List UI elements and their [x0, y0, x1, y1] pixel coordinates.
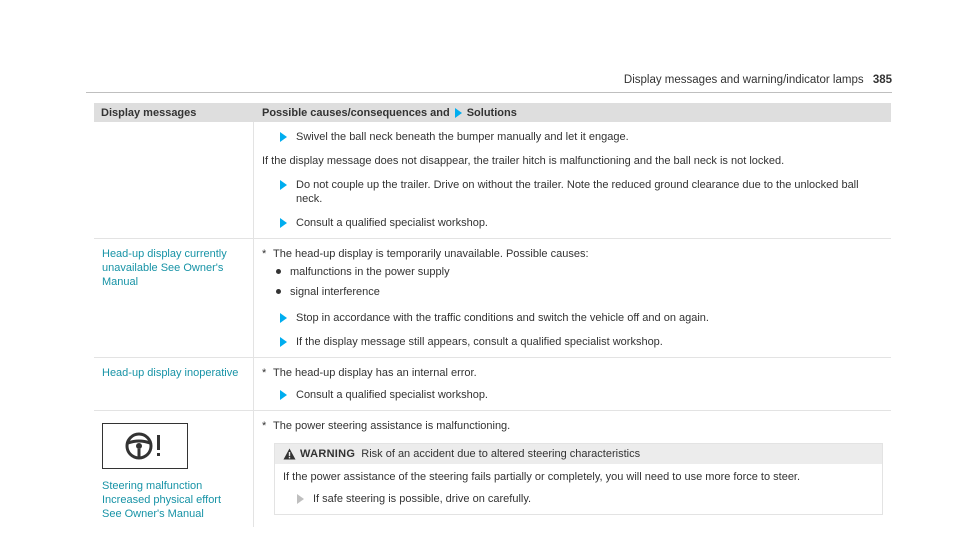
message-cell: [94, 358, 254, 410]
table-header: [94, 103, 891, 122]
column-header-causes: [254, 106, 891, 120]
page-number: 385: [872, 74, 892, 86]
column-header-solutions-label: Solutions: [466, 106, 517, 119]
page-header: [624, 74, 892, 86]
arrow-right-icon: [280, 337, 287, 347]
step-text: Stop in accordance with the traffic conditions and switch the vehicle off and on again.: [296, 312, 709, 324]
cause-label: The head-up display has an internal error.: [273, 367, 477, 379]
warning-title: Risk of an accident due to altered steering characteristics: [361, 448, 641, 460]
cause-label: The head-up display is temporarily unavailable. Possible causes:: [273, 248, 589, 260]
cause-text: [262, 247, 883, 261]
step-text: Consult a qualified specialist workshop.: [296, 217, 488, 229]
solution-cell: [254, 411, 891, 527]
step-text: If safe steering is possible, drive on carefully.: [313, 493, 532, 505]
column-header-messages: Display messages: [101, 106, 197, 119]
solution-step: [280, 178, 883, 206]
step-text: Swivel the ball neck beneath the bumper manually and let it engage.: [296, 131, 629, 143]
solution-cell: [254, 239, 891, 357]
display-message: Head-up display inoperative: [102, 367, 239, 379]
message-cell: [94, 122, 254, 238]
step-text: If the display message still appears, consult a qualified specialist workshop.: [296, 336, 663, 348]
arrow-right-icon: [455, 108, 462, 118]
messages-table: [94, 103, 891, 527]
display-message: Head-up display currently unavailable See Owner's Manual: [102, 248, 227, 288]
arrow-right-icon: [297, 494, 304, 504]
table-row: [94, 358, 891, 411]
bullet-icon: [276, 289, 281, 294]
steering-warning-icon: [102, 423, 188, 469]
table-row: [94, 122, 891, 239]
arrow-right-icon: [280, 132, 287, 142]
step-text: Consult a qualified specialist workshop.: [296, 389, 488, 401]
list-item-text: malfunctions in the power supply: [290, 266, 450, 278]
list-item: [276, 285, 883, 299]
header-title: Display messages and warning/indicator lamps: [623, 74, 864, 86]
warning-body: [275, 464, 882, 514]
cause-text: [262, 366, 883, 380]
message-cell: [94, 411, 254, 527]
arrow-right-icon: [280, 313, 287, 323]
display-message-line: Increased physical effort: [102, 494, 222, 506]
arrow-right-icon: [280, 390, 287, 400]
display-message-line: See Owner's Manual: [102, 508, 204, 520]
asterisk: *: [262, 248, 267, 260]
solution-step: [280, 335, 883, 349]
asterisk: *: [262, 420, 267, 432]
warning-label: WARNING: [300, 448, 356, 460]
arrow-right-icon: [280, 218, 287, 228]
solution-step: [280, 311, 883, 325]
header-rule: [86, 92, 892, 93]
solution-step: [297, 492, 874, 506]
warning-header: [275, 444, 882, 464]
solution-step: [280, 216, 883, 230]
solution-cell: [254, 358, 891, 410]
table-row: [94, 411, 891, 527]
warning-triangle-icon: [283, 448, 296, 460]
solution-step: [280, 388, 883, 402]
table-row: [94, 239, 891, 358]
warning-text: If the power assistance of the steering fails partially or completely, you will need to use more force to steer.: [283, 471, 801, 483]
step-text: Do not couple up the trailer. Drive on without the trailer. Note the reduced ground clearance due to the unlocked ball neck.: [296, 179, 859, 205]
list-item-text: signal interference: [290, 286, 380, 298]
arrow-right-icon: [280, 180, 287, 190]
display-message-line: Steering malfunction: [102, 480, 203, 492]
bullet-icon: [276, 269, 281, 274]
cause-text: [262, 419, 883, 433]
cause-label: The power steering assistance is malfunctioning.: [273, 420, 511, 432]
asterisk: *: [262, 367, 267, 379]
message-cell: [94, 239, 254, 357]
solution-cell: [254, 122, 891, 238]
solution-step: [280, 130, 883, 144]
info-text: If the display message does not disappear, the trailer hitch is malfunctioning and the ball neck is not locked.: [262, 155, 785, 167]
list-item: [276, 265, 883, 279]
column-header-causes-label: Possible causes/consequences and: [262, 106, 450, 119]
warning-box: [274, 443, 883, 515]
